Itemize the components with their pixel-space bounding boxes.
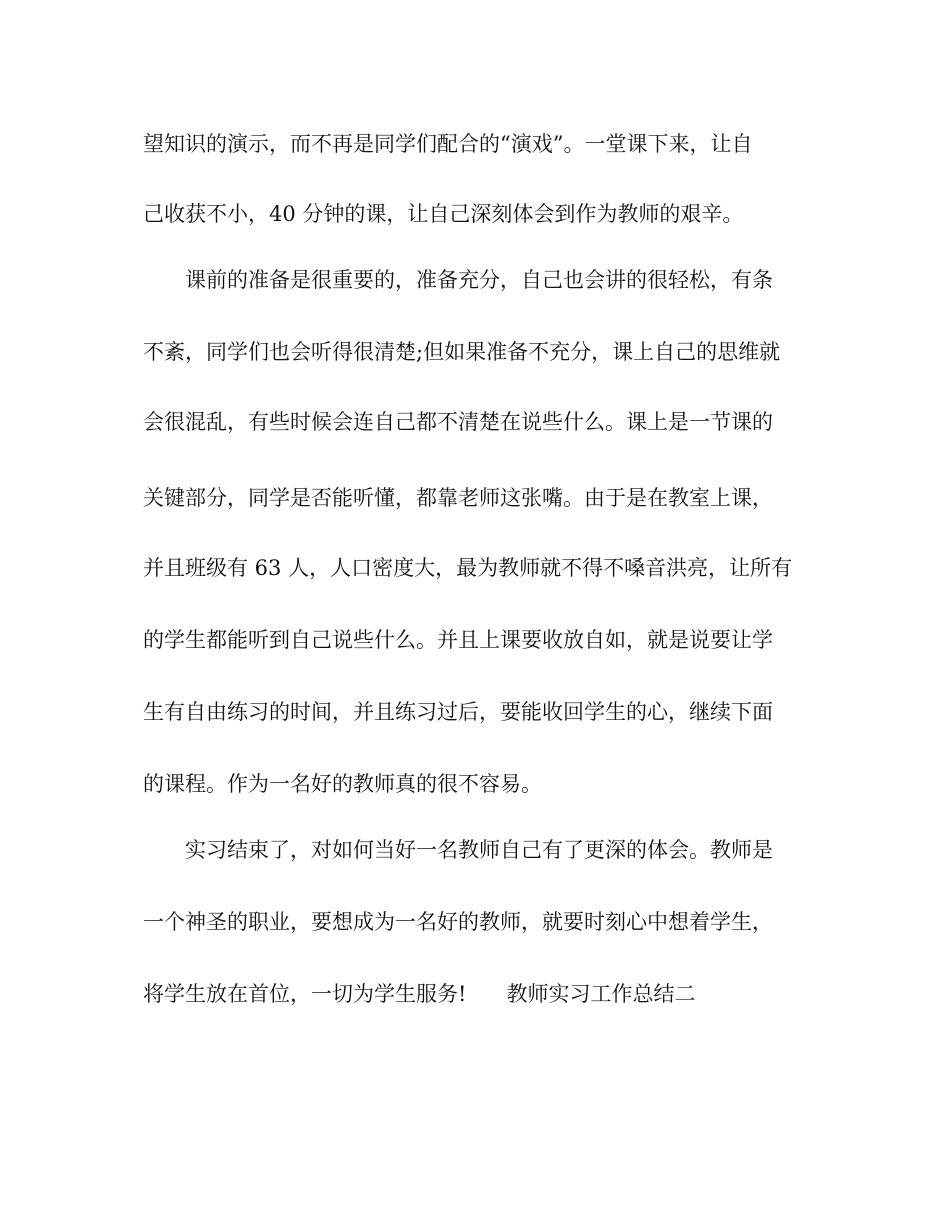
text-line: 的学生都能听到自己说些什么。并且上课要收放自如，就是说要让学 [143,628,773,652]
text-line: 己收获不小，40 分钟的课，让自己深刻体会到作为教师的艰辛。 [143,202,744,226]
text-line: 不紊，同学们也会听得很清楚;但如果准备不充分，课上自己的思维就 [143,340,781,364]
paragraph-first-line: 实习结束了，对如何当好一名教师自己有了更深的体会。教师是 [185,838,773,862]
text-line: 望知识的演示，而不再是同学们配合的“演戏”。一堂课下来，让自 [143,132,753,156]
text-line: 会很混乱，有些时候会连自己都不清楚在说些什么。课上是一节课的 [143,410,773,434]
text-line: 将学生放在首位，一切为学生服务! 教师实习工作总结二 [143,982,696,1006]
text-line: 并且班级有 63 人，人口密度大，最为教师就不得不嗓音洪亮，让所有 [143,556,793,580]
paragraph-first-line: 课前的准备是很重要的，准备充分，自己也会讲的很轻松，有条 [185,268,773,292]
text-line: 生有自由练习的时间，并且练习过后，要能收回学生的心，继续下面 [143,700,773,724]
text-line: 一个神圣的职业，要想成为一名好的教师，就要时刻心中想着学生， [143,910,773,934]
text-line: 的课程。作为一名好的教师真的很不容易。 [143,772,542,796]
text-line: 关键部分，同学是否能听懂，都靠老师这张嘴。由于是在教室上课， [143,486,773,510]
